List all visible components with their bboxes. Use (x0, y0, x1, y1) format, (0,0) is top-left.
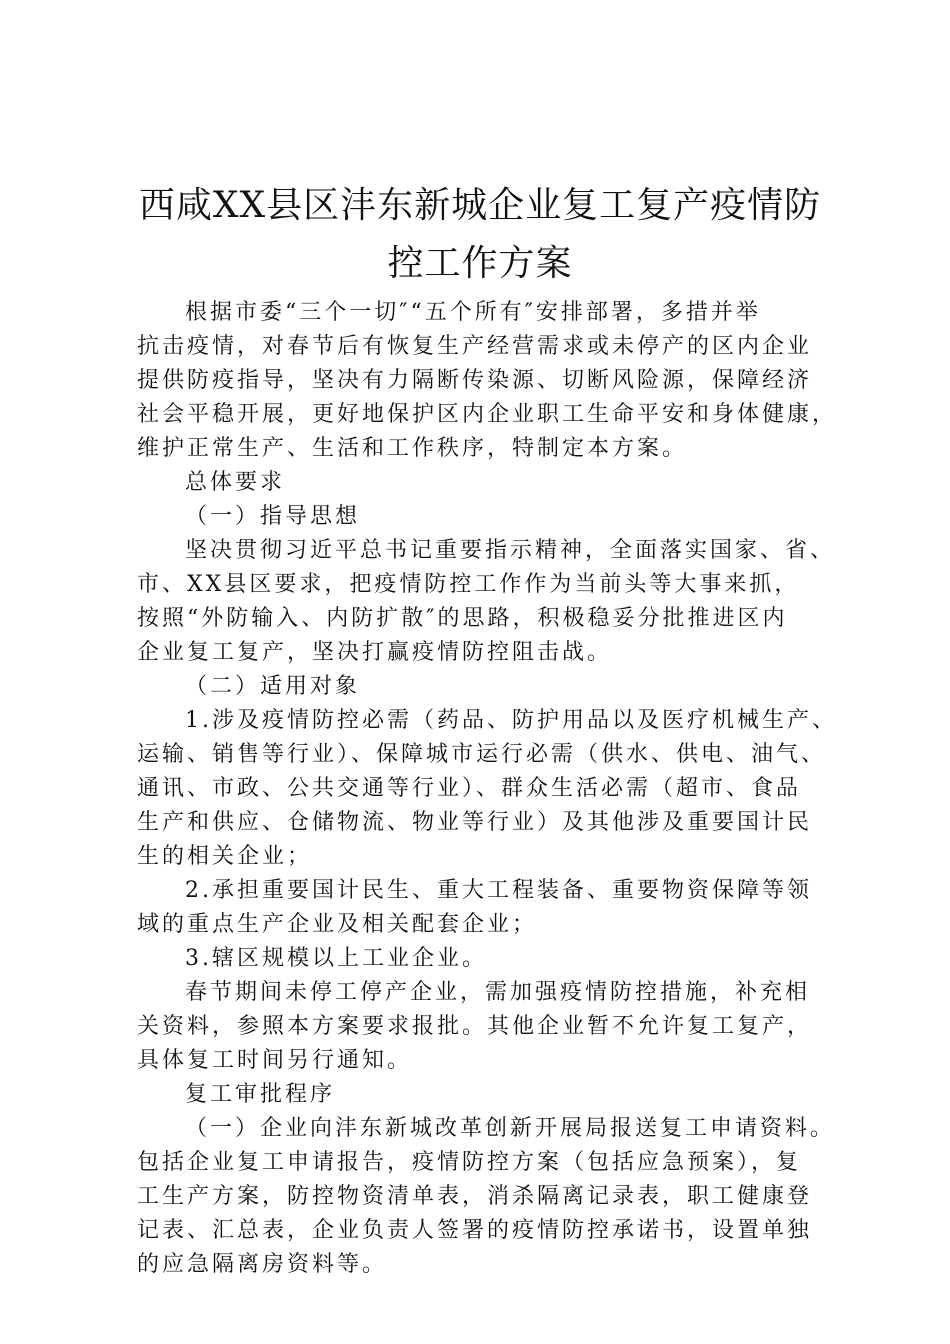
text-line: 工生产方案，防控物资清单表，消杀隔离记录表，职工健康登 (137, 1184, 813, 1209)
document-body (137, 296, 837, 1282)
text-line: 提供防疫指导，坚决有力隔断传染源、切断风险源，保障经济 (137, 368, 813, 393)
guiding-paragraph (137, 534, 837, 670)
scope-item-2 (137, 874, 837, 942)
text-line: 按照“外防输入、内防扩散″的思路，积极稳妥分批推进区内 (137, 606, 788, 631)
section-heading-procedure: 复工审批程序 (185, 1082, 336, 1107)
text-line: 生的相关企业； (137, 844, 313, 869)
text-line: 社会平稳开展，更好地保护区内企业职工生命平安和身体健康， (137, 402, 838, 427)
text-line: 的应急隔离房资料等。 (137, 1252, 388, 1277)
text-line: 具体复工时间另行通知。 (137, 1048, 413, 1073)
text-line: （一）企业向沣东新城改革创新开展局报送复工申请资料。 (185, 1116, 836, 1141)
text-line: 抗击疫情，对春节后有恢复生产经营需求或未停产的区内企业 (137, 334, 813, 359)
intro-paragraph (137, 296, 837, 466)
text-line: 根据市委“三个一切″“五个所有″安排部署，多措并举 (185, 300, 761, 325)
text-line: 生产和供应、仓储物流、物业等行业）及其他涉及重要国计民 (137, 810, 813, 835)
note-paragraph (137, 976, 837, 1078)
text-line: 1.涉及疫情防控必需（药品、防护用品以及医疗机械生产、 (185, 708, 837, 733)
text-line: 维护正常生产、生活和工作秩序，特制定本方案。 (137, 436, 688, 461)
text-line: 通讯、市政、公共交通等行业）、群众生活必需（超市、食品 (137, 776, 802, 801)
text-line: 企业复工复产，坚决打赢疫情防控阻击战。 (137, 640, 613, 665)
text-line: 2.承担重要国计民生、重大工程装备、重要物资保障等领 (185, 878, 812, 903)
scope-item-3 (137, 942, 837, 976)
procedure-paragraph-1 (137, 1112, 837, 1282)
text-line: 坚决贯彻习近平总书记重要指示精神，全面落实国家、省、 (185, 538, 836, 563)
text-line: 关资料，参照本方案要求报批。其他企业暂不允许复工复产， (137, 1014, 813, 1039)
text-line: 记表、汇总表，企业负责人签署的疫情防控承诺书，设置单独 (137, 1218, 813, 1243)
text-line: 运输、销售等行业）、保障城市运行必需（供水、供电、油气、 (137, 742, 827, 767)
document-title-line-2: 控工作方案 (387, 243, 573, 284)
text-line: 域的重点生产企业及相关配套企业； (137, 912, 538, 937)
text-line: 春节期间未停工停产企业，需加强疫情防控措施，补充相 (185, 980, 811, 1005)
subsection-heading-scope: （二）适用对象 (185, 674, 361, 699)
text-line: 包括企业复工申请报告，疫情防控方案（包括应急预案），复 (137, 1150, 802, 1175)
section-heading-general: 总体要求 (185, 470, 286, 495)
text-line: 市、XX县区要求，把疫情防控工作作为当前头等大事来抓， (137, 572, 800, 597)
subsection-heading-guiding: （一）指导思想 (185, 504, 361, 529)
scope-item-1 (137, 704, 837, 874)
document-title-line-1: 西咸XX县区沣东新城企业复工复产疫情防 (138, 185, 822, 226)
text-line: 3.辖区规模以上工业企业。 (185, 946, 487, 971)
